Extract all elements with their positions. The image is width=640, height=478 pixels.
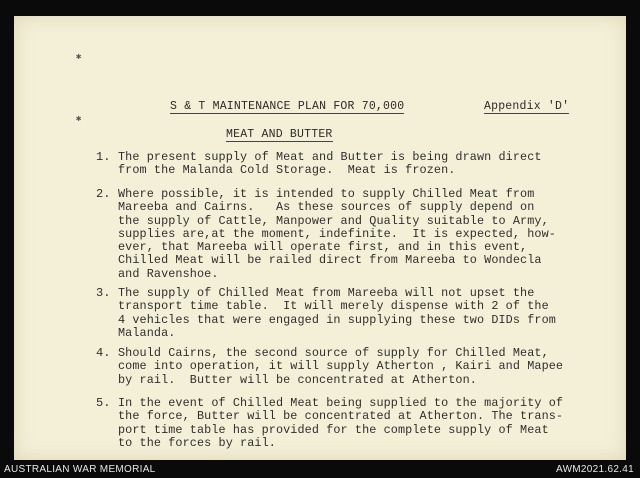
document-heading: S & T MAINTENANCE PLAN FOR 70,000 [170, 100, 405, 113]
paragraph-2 [96, 188, 596, 281]
paragraph-number: 2. [96, 187, 111, 201]
paragraph-line: 4 vehicles that were engaged in supplying these two DIDs from [118, 312, 556, 327]
paragraph-line: and Ravenshoe. [118, 266, 219, 281]
paragraph-line: the supply of Cattle, Manpower and Quality suitable to Army, [118, 213, 549, 228]
paragraph-line: Where possible, it is intended to supply Chilled Meat from [118, 187, 535, 201]
paragraph-line: transport time table. It will merely dispense with 2 of the [118, 299, 549, 314]
section-subheading: MEAT AND BUTTER [226, 128, 333, 141]
reference-number: AWM2021.62.41 [555, 464, 634, 475]
paragraph-number: 1. [96, 150, 111, 164]
paragraph-number: 5. [96, 396, 111, 410]
paragraph-line: In the event of Chilled Meat being supplied to the majority of [118, 396, 564, 410]
paragraph-line: Chilled Meat will be railed direct from Mareeba to Wondecla [118, 253, 542, 268]
paragraph-line: to the forces by rail. [118, 435, 276, 450]
paragraph-line: supplies are,at the moment, indefinite. It is expected, how- [118, 226, 556, 241]
paragraph-line: The supply of Chilled Meat from Mareeba will not upset the [118, 286, 535, 300]
paragraph-line: come into operation, it will supply Atherton , Kairi and Mapee [118, 359, 564, 374]
paragraph-line: Mareeba and Cairns. As these sources of supply depend on [118, 200, 535, 215]
punch-mark: ✱ [76, 114, 82, 124]
paragraph-line: ever, that Mareeba will operate first, and in this event, [118, 240, 528, 255]
paragraph-1 [96, 151, 596, 178]
paragraph-line: The present supply of Meat and Butter is being drawn direct [118, 150, 542, 164]
source-credit: AUSTRALIAN WAR MEMORIAL [4, 464, 156, 475]
paragraph-5 [96, 397, 596, 450]
paragraph-line: Should Cairns, the second source of supply for Chilled Meat, [118, 346, 549, 360]
paragraph-line: from the Malanda Cold Storage. Meat is frozen. [118, 163, 456, 178]
appendix-label: Appendix 'D' [484, 100, 570, 113]
paragraph-number: 3. [96, 286, 111, 300]
paragraph-3 [96, 287, 596, 340]
paragraph-line: Malanda. [118, 325, 176, 340]
paragraph-line: by rail. Butter will be concentrated at Atherton. [118, 372, 477, 387]
paragraph-line: the force, Butter will be concentrated at Atherton. The trans- [118, 409, 564, 424]
paragraph-number: 4. [96, 346, 111, 360]
document-page [14, 16, 626, 460]
punch-mark: ✱ [76, 52, 82, 62]
paragraph-4 [96, 347, 596, 387]
paragraph-line: port time table has provided for the complete supply of Meat [118, 422, 549, 437]
